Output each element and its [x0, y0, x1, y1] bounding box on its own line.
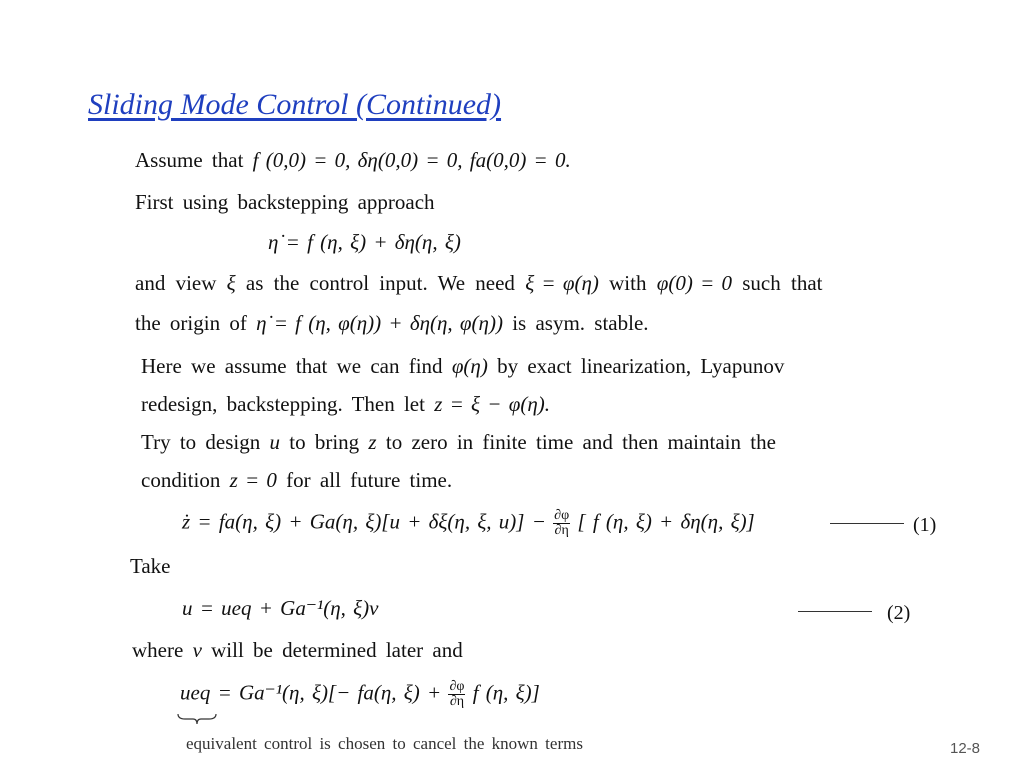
- view-text-b: as the control input. We need: [245, 271, 515, 295]
- here-line-1: [141, 354, 784, 379]
- here-text-a: Here we assume that we can find: [141, 354, 443, 378]
- equation-ueq-fraction: [448, 680, 465, 709]
- view2-text-a: the origin of: [135, 311, 247, 335]
- where-text-a: where: [132, 638, 184, 662]
- try-text-a: Try to design: [141, 430, 261, 454]
- view-text-d: such that: [742, 271, 823, 295]
- equation-1-number: (1): [913, 514, 937, 536]
- equation-ueq-frac-num: ∂φ: [449, 679, 465, 694]
- try2-text-a: condition: [141, 468, 221, 492]
- equation-1: [182, 509, 755, 538]
- equation-1-frac-den: ∂η: [554, 523, 569, 538]
- assume-line: [135, 148, 571, 173]
- try-text-b: to bring: [289, 430, 360, 454]
- view-text-a: and view: [135, 271, 217, 295]
- slide-title: Sliding Mode Control (Continued): [88, 88, 502, 121]
- view-line-2: [135, 311, 649, 336]
- view2-text-b: is asym. stable.: [512, 311, 649, 335]
- equation-ueq-frac-den: ∂η: [449, 694, 465, 709]
- try-u: u: [269, 430, 280, 454]
- assume-text: Assume that: [135, 148, 244, 172]
- try-line-2: [141, 468, 452, 493]
- view2-math: η̇ = f (η, φ(η)) + δη(η, φ(η)): [256, 311, 503, 335]
- first-line: First using backstepping approach: [135, 190, 435, 214]
- equation-1-lhs: ż = fa(η, ξ) + Ga(η, ξ)[u + δξ(η, ξ, u)] −: [182, 509, 546, 534]
- try-z: z: [368, 430, 377, 454]
- equation-ueq-lhs: ueq = Ga⁻¹(η, ξ)[− fa(η, ξ) +: [180, 680, 442, 705]
- view-text-c: with: [609, 271, 647, 295]
- equation-ueq-rhs: f (η, ξ)]: [472, 680, 540, 705]
- eta-dot-equation: η̇ = f (η, ξ) + δη(η, ξ): [268, 230, 461, 254]
- view-line-1: [135, 271, 822, 296]
- equivalent-control-note: equivalent control is chosen to cancel the known terms: [186, 734, 583, 753]
- equation-1-rhs: [ f (η, ξ) + δη(η, ξ)]: [577, 509, 755, 534]
- here-text-b: by exact linearization, Lyapunov: [497, 354, 785, 378]
- here-math: φ(η): [451, 354, 488, 378]
- try2-math: z = 0: [229, 468, 277, 492]
- equation-2-dash: [798, 611, 872, 612]
- take-text: Take: [130, 554, 171, 578]
- equation-1-dash: [830, 523, 904, 524]
- equation-1-frac-num: ∂φ: [554, 508, 570, 523]
- here2-text-a: redesign, backstepping. Then let: [141, 392, 425, 416]
- equation-1-fraction: [553, 509, 570, 538]
- page-number: 12-8: [950, 740, 981, 757]
- equation-2-number: (2): [887, 602, 911, 624]
- here-line-2: [141, 392, 550, 417]
- try-text-c: to zero in finite time and then maintain the: [385, 430, 776, 454]
- equation-ueq: [180, 680, 540, 709]
- assume-math: f (0,0) = 0, δη(0,0) = 0, fa(0,0) = 0.: [252, 148, 571, 172]
- equation-2: u = ueq + Ga⁻¹(η, ξ)v: [182, 596, 379, 620]
- try-line-1: [141, 430, 776, 455]
- here2-math: z = ξ − φ(η).: [434, 392, 550, 416]
- view-xi: ξ: [226, 271, 236, 295]
- where-line: [132, 638, 463, 663]
- try2-text-b: for all future time.: [286, 468, 453, 492]
- underbrace-icon: [177, 712, 217, 726]
- view-math-1: ξ = φ(η): [525, 271, 599, 295]
- where-text-b: will be determined later and: [211, 638, 463, 662]
- where-v: v: [192, 638, 202, 662]
- view-math-2: φ(0) = 0: [656, 271, 732, 295]
